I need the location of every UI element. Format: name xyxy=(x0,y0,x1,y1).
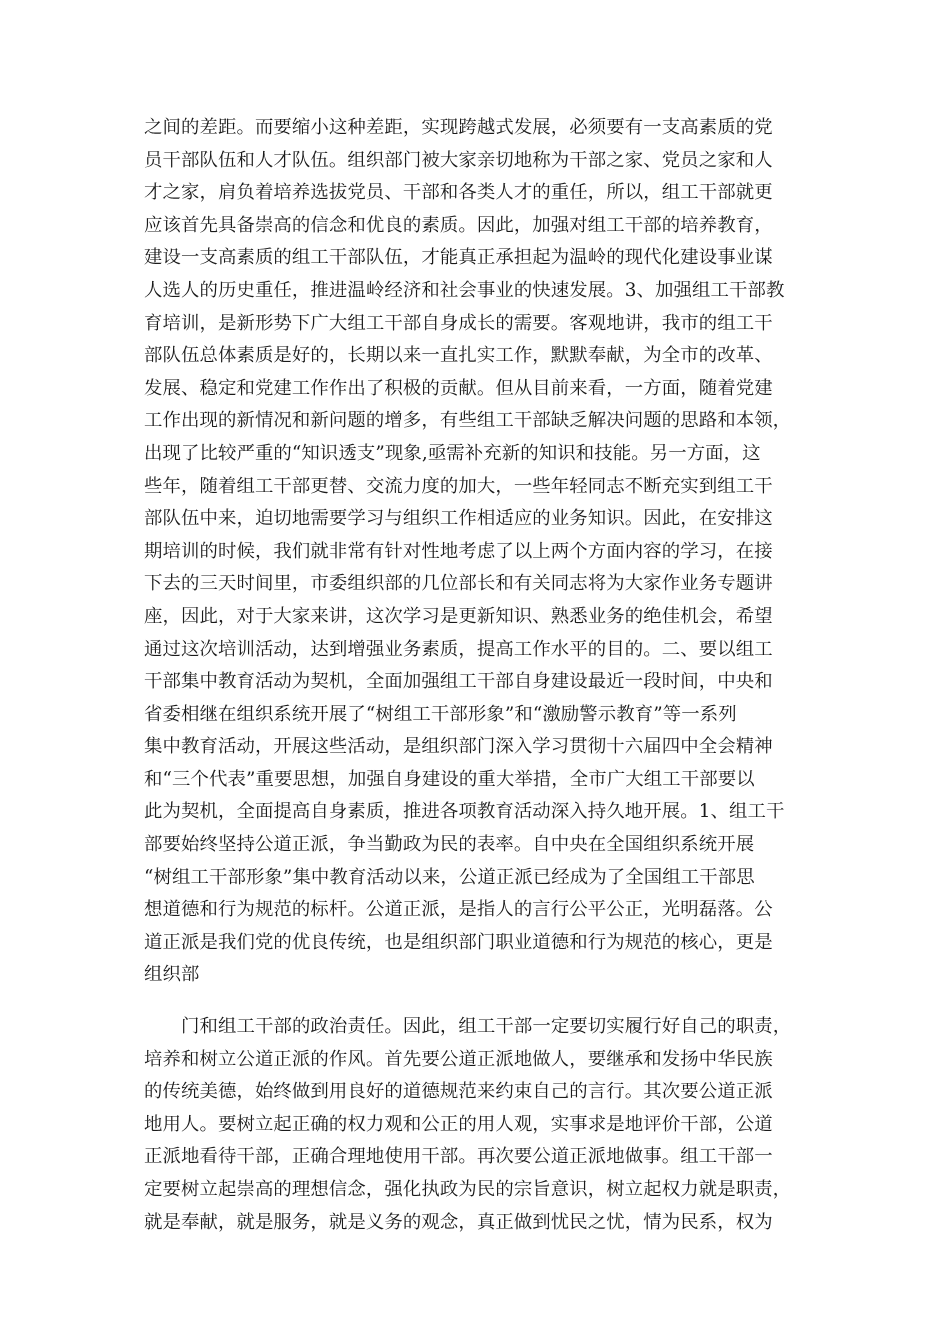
text-line: 干部集中教育活动为契机，全面加强组工干部自身建设最近一段时间，中央和 xyxy=(144,671,773,693)
text-line: 出现了比较严重的“知识透支”现象,亟需补充新的知识和技能。另一方面，这 xyxy=(144,442,761,464)
text-line: 和“三个代表”重要思想，加强自身建设的重大举措，全市广大组工干部要以 xyxy=(144,768,755,790)
text-line: 定要树立起崇高的理想信念，强化执政为民的宗旨意识，树立起权力就是职责， xyxy=(144,1178,792,1200)
text-line: 人选人的历史重任，推进温岭经济和社会事业的快速发展。3、加强组工干部教 xyxy=(144,279,785,301)
text-line: 此为契机，全面提高自身素质，推进各项教育活动深入持久地开展。1、组工干 xyxy=(144,801,785,823)
text-line: 下去的三天时间里，市委组织部的几位部长和有关同志将为大家作业务专题讲 xyxy=(144,573,773,595)
text-line: 工作出现的新情况和新问题的增多，有些组工干部缺乏解决问题的思路和本领， xyxy=(144,410,792,432)
text-line: 道正派是我们党的优良传统，也是组织部门职业道德和行为规范的核心，更是 xyxy=(144,931,773,953)
paragraph-section-2 xyxy=(144,1011,824,1239)
text-line: 期培训的时候，我们就非常有针对性地考虑了以上两个方面内容的学习，在接 xyxy=(144,540,773,562)
text-line: 部要始终坚持公道正派，争当勤政为民的表率。自中央在全国组织系统开展 xyxy=(144,834,755,856)
text-line: 就是奉献，就是服务，就是义务的观念，真正做到忧民之忧，情为民系，权为 xyxy=(144,1211,773,1233)
text-line: 培养和树立公道正派的作风。首先要公道正派地做人，要继承和发扬中华民族 xyxy=(144,1048,773,1070)
text-line: 才之家，肩负着培养选拔党员、干部和各类人才的重任，所以，组工干部就更 xyxy=(144,182,773,204)
text-line: “树组工干部形象”集中教育活动以来，公道正派已经成为了全国组工干部思 xyxy=(144,866,755,888)
text-line: 部队伍总体素质是好的，长期以来一直扎实工作，默默奉献，为全市的改革、 xyxy=(144,345,773,367)
text-line: 应该首先具备崇高的信念和优良的素质。因此，加强对组工干部的培养教育， xyxy=(144,214,773,236)
text-line: 部队伍中来，迫切地需要学习与组织工作相适应的业务知识。因此，在安排这 xyxy=(144,508,773,530)
text-line: 地用人。要树立起正确的权力观和公正的用人观，实事求是地评价干部，公道 xyxy=(144,1113,773,1135)
text-line: 的传统美德，始终做到用良好的道德规范来约束自己的言行。其次要公道正派 xyxy=(144,1081,773,1103)
text-line: 员干部队伍和人才队伍。组织部门被大家亲切地称为干部之家、党员之家和人 xyxy=(144,149,773,171)
text-line: 组织部 xyxy=(144,964,200,986)
text-line: 些年，随着组工干部更替、交流力度的加大，一些年轻同志不断充实到组工干 xyxy=(144,475,773,497)
text-line: 育培训，是新形势下广大组工干部自身成长的需要。客观地讲，我市的组工干 xyxy=(144,312,773,334)
text-line: 集中教育活动，开展这些活动，是组织部门深入学习贯彻十六届四中全会精神 xyxy=(144,736,773,758)
text-line: 座，因此，对于大家来讲，这次学习是更新知识、熟悉业务的绝佳机会，希望 xyxy=(144,605,773,627)
text-line: 发展、稳定和党建工作作出了积极的贡献。但从目前来看，一方面，随着党建 xyxy=(144,377,773,399)
text-line: 之间的差距。而要缩小这种差距，实现跨越式发展，必须要有一支高素质的党 xyxy=(144,117,773,138)
text-line: 通过这次培训活动，达到增强业务素质，提高工作水平的目的。二、要以组工 xyxy=(144,638,773,660)
text-line: 正派地看待干部，正确合理地使用干部。再次要公道正派地做事。组工干部一 xyxy=(144,1146,773,1168)
text-line: 想道德和行为规范的标杆。公道正派，是指人的言行公平公正，光明磊落。公 xyxy=(144,899,773,921)
text-line-indented: 门和组工干部的政治责任。因此，组工干部一定要切实履行好自己的职责， xyxy=(181,1016,792,1037)
text-line: 省委相继在组织系统开展了“树组工干部形象”和“激励警示教育”等一系列 xyxy=(144,703,737,725)
paragraph-section-1 xyxy=(144,112,824,992)
text-line: 建设一支高素质的组工干部队伍，才能真正承担起为温岭的现代化建设事业谋 xyxy=(144,247,773,269)
